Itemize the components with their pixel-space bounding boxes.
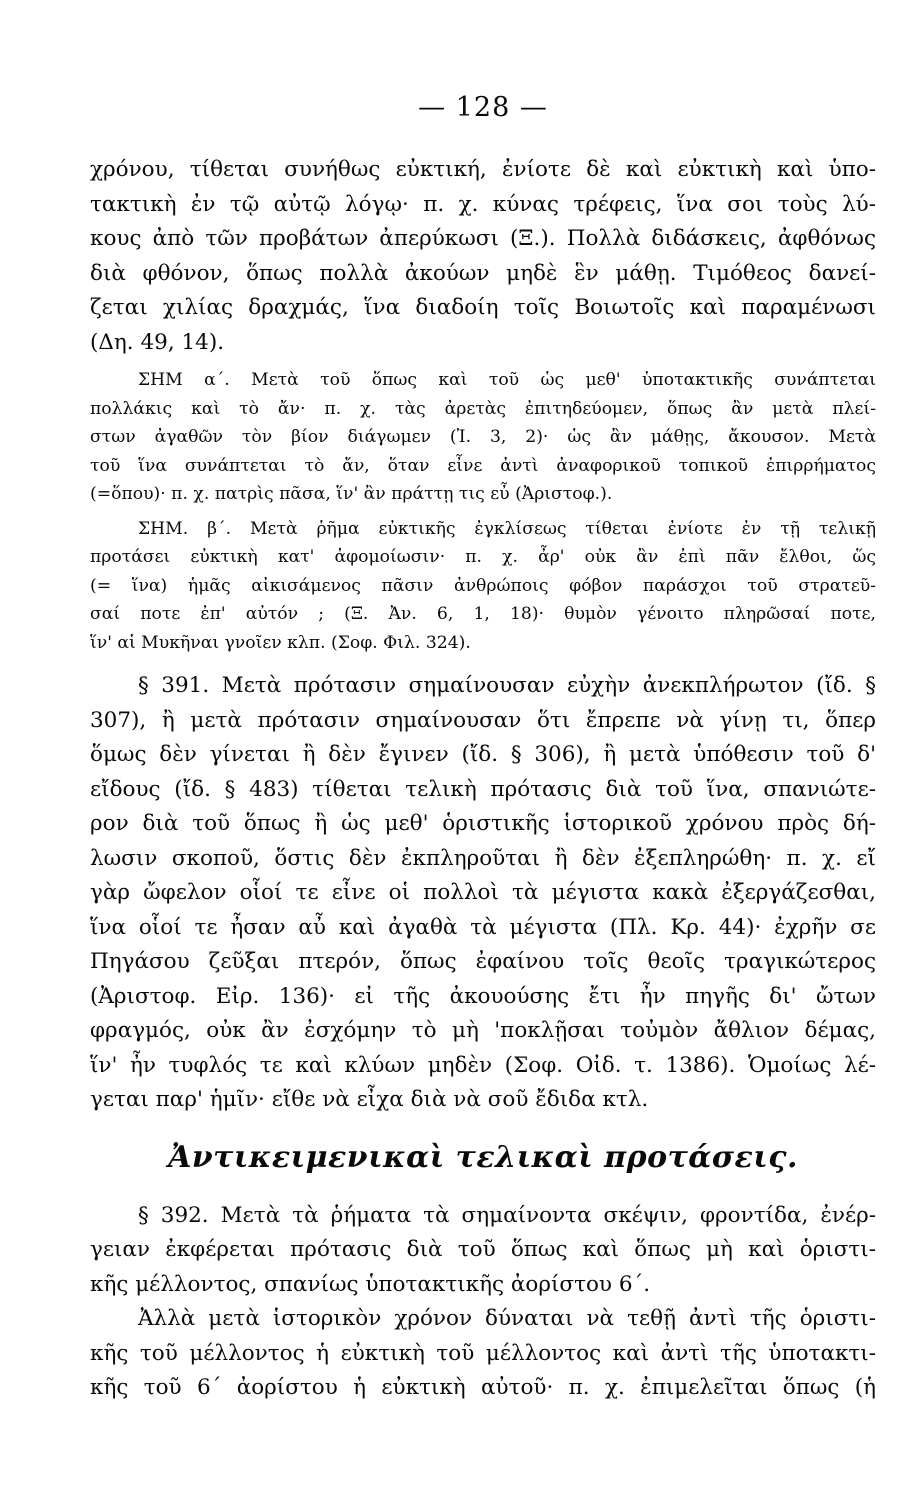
text-line: διὰ φθόνον, ὅπως πολλὰ ἀκούων μηδὲ ἓν μάθῃ. Τιμόθεος δανεί- [90, 260, 876, 286]
text-line: κῆς τοῦ μέλλοντος ἡ εὐκτικὴ τοῦ μέλλοντος καὶ ἀντὶ τῆς ὑποτακτι- [90, 1340, 876, 1366]
text-line: χρόνου, τίθεται συνήθως εὐκτική, ἐνίοτε δὲ καὶ εὐκτικὴ καὶ ὑπο- [90, 157, 876, 182]
text-line: στων ἀγαθῶν τὸν βίον διάγωμεν (Ἰ. 3, 2)· ὡς ἂν μάθῃς, ἄκουσον. Μετὰ [90, 427, 876, 447]
text-line: (Ἀριστοφ. Εἰρ. 136)· εἰ τῆς ἀκουούσης ἔτι ἦν πηγῆς δι' ὤτων [90, 983, 876, 1009]
text-line: (= ἵνα) ἡμᾶς αἰκισάμενος πᾶσιν ἀνθρώποις φόβον παράσχοι τοῦ στρατεῦ- [90, 575, 876, 596]
text-line: γειαν ἐκφέρεται πρότασις διὰ τοῦ ὅπως καὶ ὅπως μὴ καὶ ὁριστι- [90, 1237, 876, 1262]
text-line: γεται παρ' ἡμῖν· εἴθε νὰ εἶχα διὰ νὰ σοῦ ἔδιδα κτλ. [90, 1087, 649, 1112]
text-line: γὰρ ὤφελον οἷοί τε εἶνε οἱ πολλοὶ τὰ μέγιστα κακὰ ἐξεργάζεσθαι, [90, 880, 876, 905]
text-line: λωσιν σκοποῦ, ὅστις δὲν ἐκπληροῦται ἢ δὲν ἐξεπληρώθη· π. χ. εἴ [90, 845, 876, 871]
note-a [90, 366, 876, 509]
text-line: § 391. Μετὰ πρότασιν σημαίνουσαν εὐχὴν ἀνεκπλήρωτον (ἴδ. § [138, 673, 876, 698]
paragraph-continuation [90, 153, 876, 360]
section-heading: Ἀντικειμενικαὶ τελικαὶ προτάσεις. [168, 1139, 798, 1175]
note-b [90, 515, 876, 658]
text-line: ΣΗΜ. β΄. Μετὰ ῥῆμα εὐκτικῆς ἐγκλίσεως τίθεται ἐνίοτε ἐν τῇ τελικῇ [138, 518, 876, 539]
text-line: ἵν' ἦν τυφλός τε καὶ κλύων μηδὲν (Σοφ. Οἰδ. τ. 1386). Ὁμοίως λέ- [90, 1052, 876, 1078]
text-line: ζεται χιλίας δραχμάς, ἵνα διαδοίη τοῖς Βοιωτοῖς καὶ παραμένωσι [90, 295, 876, 320]
text-line: εἴδους (ἴδ. § 483) τίθεται τελικὴ πρότασις διὰ τοῦ ἵνα, σπανιώτε- [90, 776, 876, 802]
text-line: (Δη. 49, 14). [90, 329, 225, 355]
text-line: πολλάκις καὶ τὸ ἄν· π. χ. τὰς ἀρετὰς ἐπιτηδεύομεν, ὅπως ἂν μετὰ πλεί- [90, 398, 876, 419]
text-line: Πηγάσου ζεῦξαι πτερόν, ὅπως ἐφαίνου τοῖς θεοῖς τραγικώτερος [90, 949, 876, 974]
text-line: 307), ἢ μετὰ πρότασιν σημαίνουσαν ὅτι ἔπρεπε νὰ γίνῃ τι, ὅπερ [90, 707, 876, 733]
text-line: προτάσει εὐκτικὴ κατ' ἀφομοίωσιν· π. χ. ἆρ' οὐκ ἂν ἐπὶ πᾶν ἔλθοι, ὥς [90, 547, 876, 567]
text-line: κῆς τοῦ 6΄ ἀορίστου ἡ εὐκτικὴ αὐτοῦ· π. χ. ἐπιμελεῖται ὅπως (ἡ [90, 1375, 876, 1400]
text-line: κους ἀπὸ τῶν προβάτων ἀπερύκωσι (Ξ.). Πολλὰ διδάσκεις, ἀφθόνως [90, 226, 876, 251]
book-page [90, 92, 876, 1406]
text-line: τακτικὴ ἐν τῷ αὐτῷ λόγῳ· π. χ. κύνας τρέφεις, ἵνα σοι τοὺς λύ- [90, 191, 876, 217]
text-line: φραγμός, οὐκ ἂν ἐσχόμην τὸ μὴ 'ποκλῇσαι τοὐμὸν ἄθλιον δέμας, [90, 1018, 876, 1043]
page-number: — 128 — [418, 92, 548, 123]
paragraph-historic-tense [90, 1302, 876, 1406]
text-line: ἵν' αἱ Μυκῆναι γνοῖεν κλπ. (Σοφ. Φιλ. 324). [90, 632, 471, 653]
section-392 [90, 1199, 876, 1303]
text-line: ρον διὰ τοῦ ὅπως ἢ ὡς μεθ' ὁριστικῆς ἱστορικοῦ χρόνου πρὸς δή- [90, 811, 876, 836]
text-line: ΣΗΜ α΄. Μετὰ τοῦ ὅπως καὶ τοῦ ὡς μεθ' ὑποτακτικῆς συνάπτεται [138, 370, 876, 390]
text-line: (=ὅπου)· π. χ. πατρὶς πᾶσα, ἵν' ἂν πράττῃ τις εὖ (Ἀριστοφ.). [90, 484, 613, 504]
text-line: Ἀλλὰ μετὰ ἱστορικὸν χρόνον δύναται νὰ τεθῇ ἀντὶ τῆς ὁριστι- [138, 1306, 876, 1331]
text-line: τοῦ ἵνα συνάπτεται τὸ ἄν, ὅταν εἶνε ἀντὶ ἀναφορικοῦ τοπικοῦ ἐπιρρήματος [90, 455, 876, 476]
text-line: ἵνα οἷοί τε ἦσαν αὖ καὶ ἀγαθὰ τὰ μέγιστα (Πλ. Κρ. 44)· ἐχρῆν σε [90, 914, 876, 940]
text-line: § 392. Μετὰ τὰ ῥήματα τὰ σημαίνοντα σκέψιν, φροντίδα, ἐνέρ- [138, 1202, 876, 1228]
text-line: σαί ποτε ἐπ' αὐτόν ; (Ξ. Ἀν. 6, 1, 18)· θυμὸν γένοιτο πληρῶσαί ποτε, [90, 604, 876, 624]
text-line: κῆς μέλλοντος, σπανίως ὑποτακτικῆς ἀορίστου 6΄. [90, 1271, 651, 1297]
text-line: ὅμως δὲν γίνεται ἢ δὲν ἔγινεν (ἴδ. § 306), ἢ μετὰ ὑπόθεσιν τοῦ δ' [90, 742, 876, 767]
section-391 [90, 669, 876, 1118]
